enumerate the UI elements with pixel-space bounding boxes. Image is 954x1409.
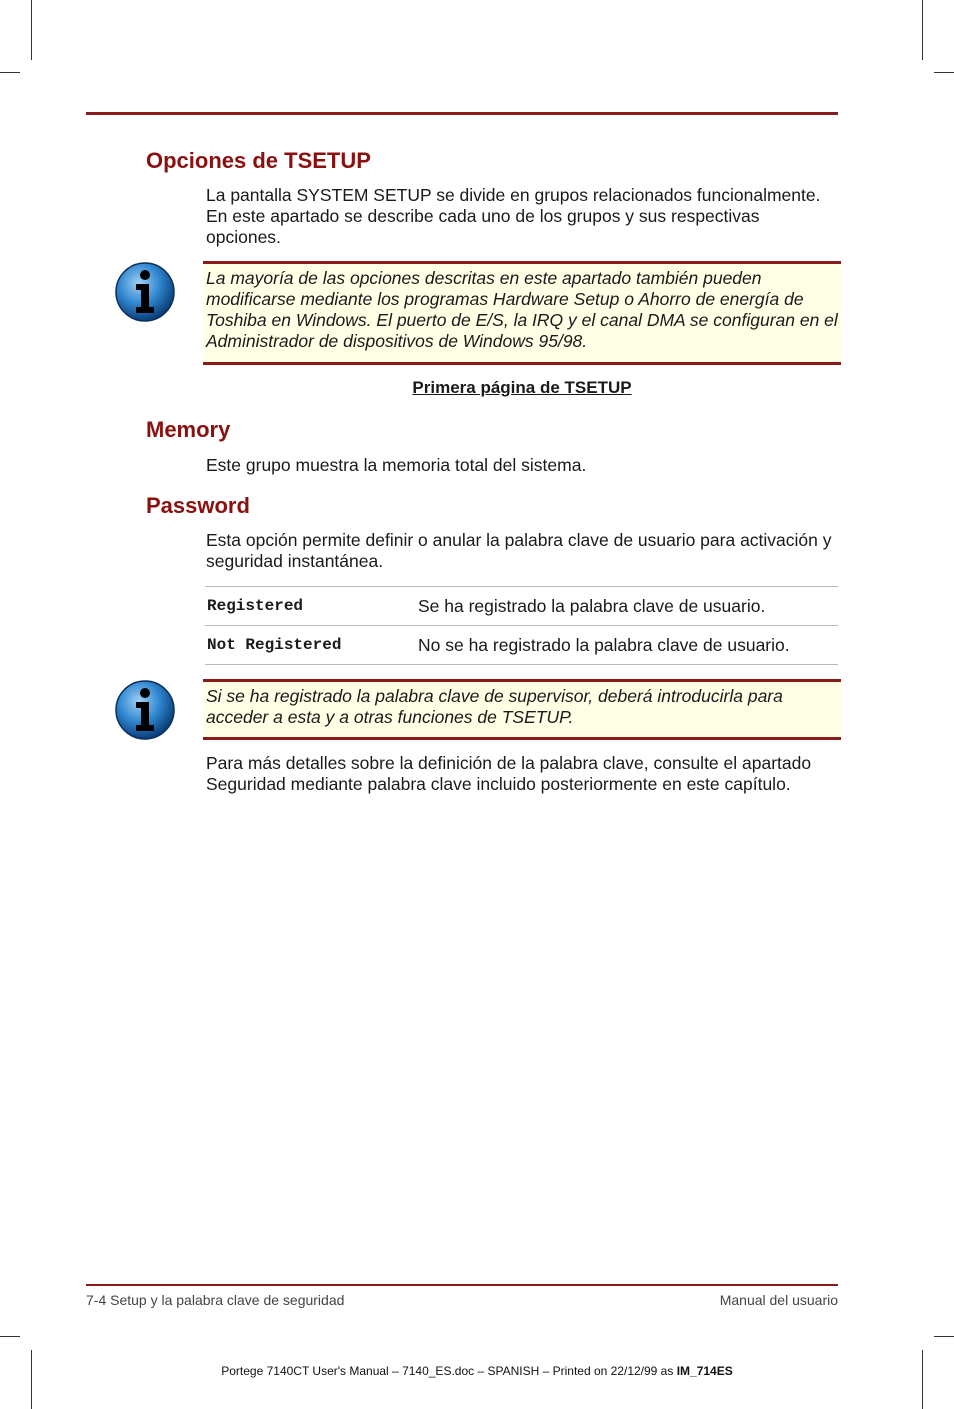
option-value: Not Registered bbox=[205, 626, 416, 665]
info-icon bbox=[114, 679, 176, 741]
note-box-tsetup bbox=[203, 261, 841, 365]
crop-mark bbox=[934, 72, 954, 73]
crop-mark bbox=[31, 0, 32, 60]
footer-rule bbox=[86, 1284, 838, 1286]
table-row bbox=[205, 626, 838, 665]
password-intro: Esta opción permite definir o anular la palabra clave de usuario para activación y seguridad instantánea. bbox=[206, 530, 832, 571]
print-line bbox=[0, 1364, 954, 1378]
info-icon bbox=[114, 261, 176, 323]
option-value: Registered bbox=[205, 587, 416, 626]
print-line-text: Portege 7140CT User's Manual – 7140_ES.doc – SPANISH – Printed on 22/12/99 as bbox=[221, 1364, 677, 1378]
section-heading-tsetup: Opciones de TSETUP bbox=[146, 148, 371, 173]
tsetup-intro: La pantalla SYSTEM SETUP se divide en grupos relacionados funcionalmente. En este apartado se describe cada uno de los grupos y sus respectivas opciones. bbox=[206, 185, 821, 247]
crop-mark bbox=[0, 1336, 20, 1337]
option-description: No se ha registrado la palabra clave de usuario. bbox=[416, 626, 838, 665]
section-heading-password: Password bbox=[146, 493, 250, 518]
option-description: Se ha registrado la palabra clave de usuario. bbox=[416, 587, 838, 626]
figure-caption: Primera página de TSETUP bbox=[412, 378, 632, 397]
memory-text: Este grupo muestra la memoria total del sistema. bbox=[206, 455, 587, 475]
print-code: IM_714ES bbox=[676, 1364, 733, 1378]
crop-mark bbox=[934, 1336, 954, 1337]
crop-mark bbox=[922, 0, 923, 60]
crop-mark bbox=[31, 1350, 32, 1409]
crop-mark bbox=[922, 1350, 923, 1409]
password-options-table bbox=[205, 586, 838, 665]
footer-manual: Manual del usuario bbox=[719, 1292, 838, 1308]
section-heading-memory: Memory bbox=[146, 417, 231, 442]
note-text-password: Si se ha registrado la palabra clave de supervisor, deberá introducirla para acceder a esta y a otras funciones de TSETUP. bbox=[206, 686, 783, 727]
crop-mark bbox=[0, 72, 20, 73]
header-rule bbox=[86, 112, 838, 115]
password-followup: Para más detalles sobre la definición de la palabra clave, consulte el apartado Seguridad mediante palabra clave incluido posteriormente en este capítulo. bbox=[206, 753, 812, 794]
footer-chapter: 7-4 Setup y la palabra clave de seguridad bbox=[86, 1292, 345, 1308]
note-box-password bbox=[203, 679, 841, 740]
note-text-tsetup: La mayoría de las opciones descritas en este apartado también pueden modificarse mediante los programas Hardware Setup o Ahorro de energía de Toshiba en Windows. El puerto de E/S, la IRQ y el canal DMA se configuran en el Administrador de dispositivos de Windows 95/98. bbox=[206, 268, 838, 351]
table-row bbox=[205, 587, 838, 626]
